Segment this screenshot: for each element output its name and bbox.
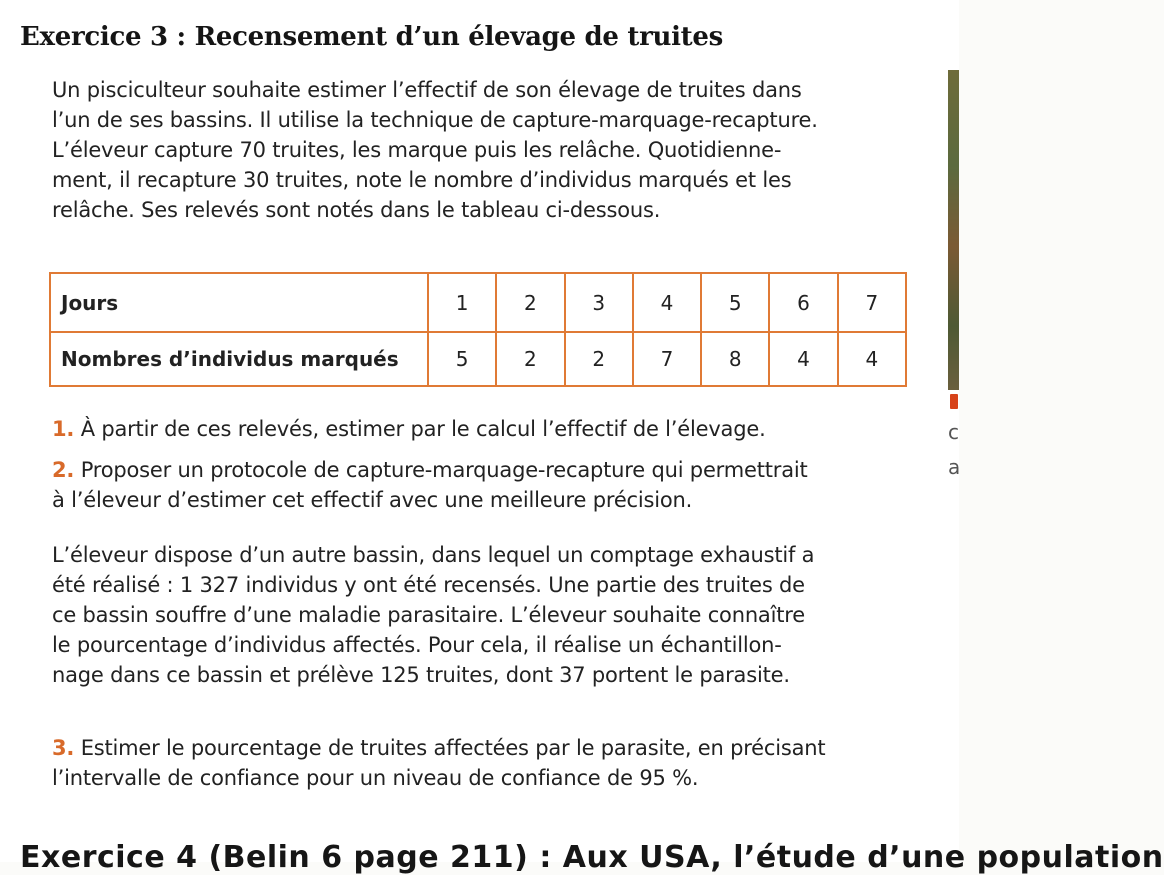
intro-line: relâche. Ses relevés sont notés dans le tableau ci-dessous. bbox=[52, 198, 661, 222]
question-2-line bbox=[52, 455, 922, 485]
table-cell-day: 1 bbox=[428, 273, 496, 332]
intro-line: L’éleveur capture 70 truites, les marque puis les relâche. Quotidienne- bbox=[52, 138, 782, 162]
table-cell-marked: 5 bbox=[428, 332, 496, 386]
question-text: À partir de ces relevés, estimer par le calcul l’effectif de l’élevage. bbox=[80, 417, 766, 441]
paragraph-line: L’éleveur dispose d’un autre bassin, dans lequel un comptage exhaustif a bbox=[52, 543, 815, 567]
table-row-days bbox=[50, 273, 906, 332]
second-paragraph bbox=[52, 540, 922, 690]
table-cell-marked: 4 bbox=[838, 332, 906, 386]
table-cell-marked: 2 bbox=[565, 332, 633, 386]
table-cell-day: 3 bbox=[565, 273, 633, 332]
question-number: 1. bbox=[52, 417, 75, 441]
table-cell-day: 4 bbox=[633, 273, 701, 332]
question-text: Estimer le pourcentage de truites affectées par le parasite, en précisant bbox=[80, 736, 826, 760]
table-header-days: Jours bbox=[50, 273, 428, 332]
intro-line: Un pisciculteur souhaite estimer l’effectif de son élevage de truites dans bbox=[52, 78, 802, 102]
table-cell-day: 7 bbox=[838, 273, 906, 332]
intro-line: ment, il recapture 30 truites, note le nombre d’individus marqués et les bbox=[52, 168, 792, 192]
table-header-marked: Nombres d’individus marqués bbox=[50, 332, 428, 386]
paragraph-line: été réalisé : 1 327 individus y ont été recensés. Une partie des truites de bbox=[52, 573, 805, 597]
next-exercise-heading: Exercice 4 (Belin 6 page 211) : Aux USA, l’étude d’une population bbox=[20, 840, 1164, 875]
table-cell-marked: 4 bbox=[769, 332, 837, 386]
question-number: 3. bbox=[52, 736, 75, 760]
table-row-marked bbox=[50, 332, 906, 386]
table-cell-day: 2 bbox=[496, 273, 564, 332]
question-1 bbox=[52, 414, 922, 444]
edge-letter: a bbox=[948, 455, 961, 479]
table-cell-day: 5 bbox=[701, 273, 769, 332]
paragraph-line: le pourcentage d’individus affectés. Pour cela, il réalise un échantillon- bbox=[52, 633, 782, 657]
table-cell-day: 6 bbox=[769, 273, 837, 332]
question-3 bbox=[52, 733, 922, 793]
table-cell-marked: 2 bbox=[496, 332, 564, 386]
question-number: 2. bbox=[52, 458, 75, 482]
question-1-line bbox=[52, 414, 922, 444]
question-2 bbox=[52, 455, 922, 515]
orange-margin-mark bbox=[950, 394, 958, 409]
intro-paragraph bbox=[52, 75, 922, 225]
table-cell-marked: 8 bbox=[701, 332, 769, 386]
table-cell-marked: 7 bbox=[633, 332, 701, 386]
question-text: Proposer un protocole de capture-marquage-recapture qui permettrait bbox=[80, 458, 808, 482]
question-3-line: l’intervalle de confiance pour un niveau de confiance de 95 %. bbox=[52, 766, 699, 790]
question-2-line: à l’éleveur d’estimer cet effectif avec une meilleure précision. bbox=[52, 488, 693, 512]
captures-table bbox=[49, 272, 907, 387]
exercise-title: Exercice 3 : Recensement d’un élevage de truites bbox=[20, 22, 723, 52]
edge-letter: c bbox=[948, 420, 959, 444]
side-photo-strip bbox=[948, 70, 959, 390]
paragraph-line: ce bassin souffre d’une maladie parasitaire. L’éleveur souhaite connaître bbox=[52, 603, 805, 627]
paragraph-line: nage dans ce bassin et prélève 125 truites, dont 37 portent le parasite. bbox=[52, 663, 790, 687]
question-3-line bbox=[52, 733, 922, 763]
intro-line: l’un de ses bassins. Il utilise la technique de capture-marquage-recapture. bbox=[52, 108, 818, 132]
